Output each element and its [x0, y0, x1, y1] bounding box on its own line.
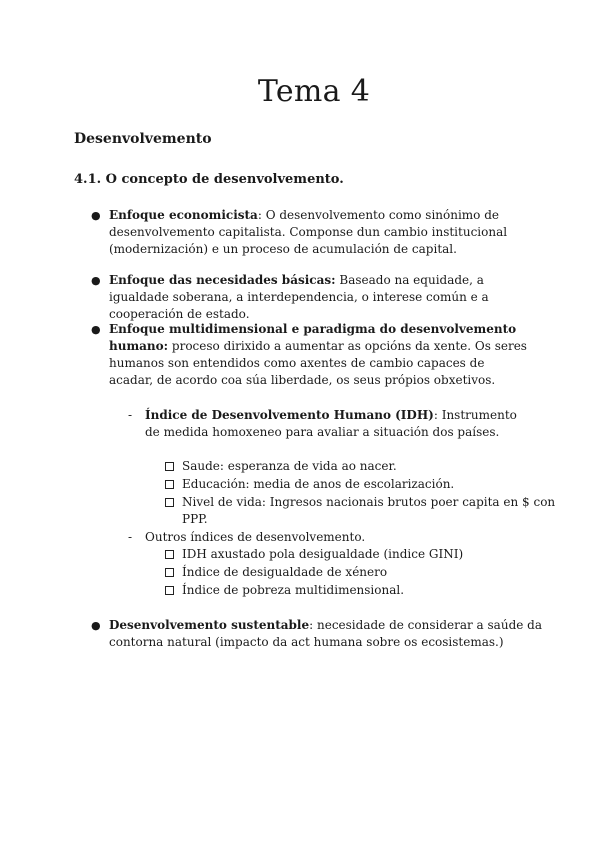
- bullet-sustentable: [109, 617, 549, 651]
- checkbox-icon: [165, 462, 174, 471]
- bullet-text: proceso dirixido a aumentar as opcións da xente. Os seres humanos son entendidos como axentes de cambio capaces de acadar, de acordo coa súa liberdade, os seus própios obxetivos.: [109, 339, 527, 387]
- bullet-necesidades: [109, 272, 529, 323]
- checkbox-icon: [165, 568, 174, 577]
- bullet-text: : O desenvolvemento como sinónimo de desenvolvemento capitalista. Componse dun cambio institucional (modernización) e un proceso de acumulación de capital.: [109, 208, 508, 256]
- bullet-text: : necesidade de considerar a saúde da contorna natural (impacto da act humana sobre os ecosistemas.): [109, 618, 542, 649]
- idh-component: Nivel de vida: Ingresos nacionais brutos poer capita en $ con PPP.: [182, 495, 556, 526]
- subsection-heading: 4.1. O concepto de desenvolvemento.: [74, 172, 344, 187]
- dash-marker: -: [128, 408, 133, 422]
- idh-item: [145, 407, 530, 441]
- other-index: IDH axustado pola desigualdade (indice GINI): [182, 547, 464, 561]
- bullet-term: Enfoque economicista: [109, 208, 258, 222]
- bullet-marker: ●: [91, 323, 101, 336]
- others-label: Outros índices de desenvolvemento.: [145, 530, 366, 544]
- checkbox-icon: [165, 480, 174, 489]
- checkbox-icon: [165, 586, 174, 595]
- idh-text: : Instrumento de medida homoxeneo para avaliar a situación dos países.: [145, 408, 517, 439]
- idh-component: Saude: esperanza de vida ao nacer.: [182, 459, 397, 473]
- bullet-term: Enfoque das necesidades básicas:: [109, 273, 336, 287]
- bullet-economicista: [109, 207, 529, 258]
- other-index: Índice de desigualdade de xénero: [182, 565, 388, 579]
- section-heading: Desenvolvemento: [74, 131, 212, 147]
- idh-component: Educación: media de anos de escolarización.: [182, 477, 455, 491]
- checkbox-icon: [165, 550, 174, 559]
- bullet-marker: ●: [91, 274, 101, 287]
- bullet-multidimensional: [109, 321, 529, 389]
- bullet-term: Enfoque multidimensional e paradigma do desenvolvemento humano:: [109, 322, 517, 353]
- other-index: Índice de pobreza multidimensional.: [182, 583, 405, 597]
- dash-marker: -: [128, 530, 133, 544]
- bullet-marker: ●: [91, 209, 101, 222]
- bullet-marker: ●: [91, 619, 101, 632]
- bullet-term: Desenvolvemento sustentable: [109, 618, 310, 632]
- checkbox-icon: [165, 498, 174, 507]
- page-title: Tema 4: [257, 74, 371, 109]
- bullet-text: Baseado na equidade, a igualdade soberana, a interdependencia, o interese común e a cooperación de estado.: [109, 273, 489, 321]
- idh-term: Índice de Desenvolvemento Humano (IDH): [145, 408, 434, 422]
